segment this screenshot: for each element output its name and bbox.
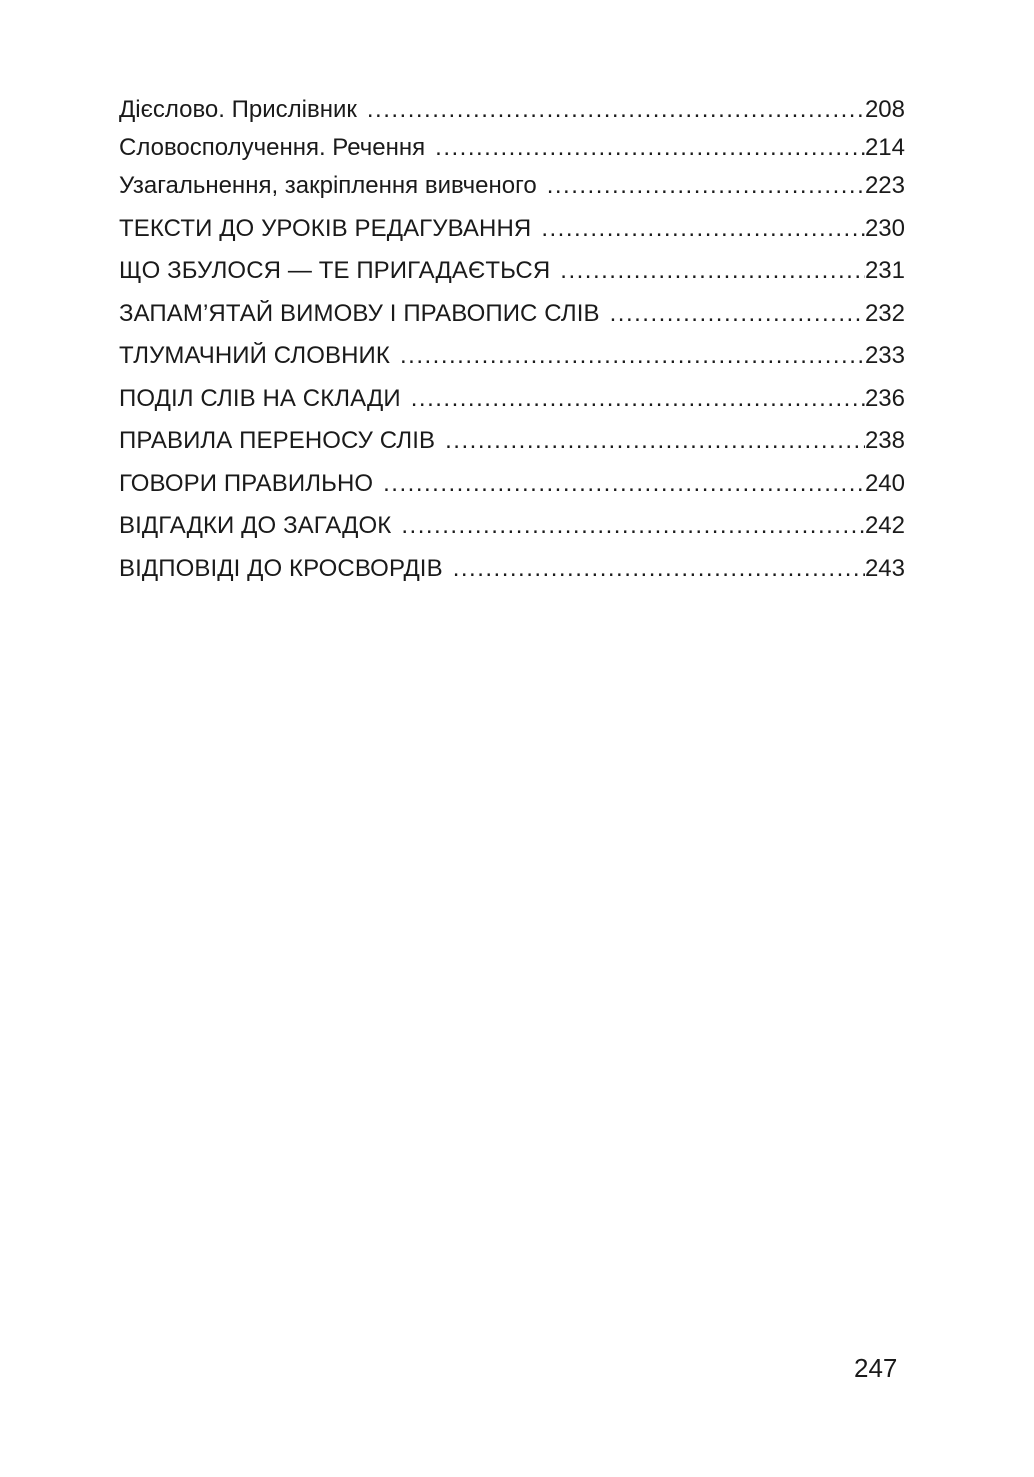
toc-entry-page: 233	[864, 342, 905, 369]
toc-entry-title: ТЕКСТИ ДО УРОКІВ РЕДАГУВАННЯ	[119, 214, 532, 242]
toc-leader-dots	[400, 342, 865, 370]
toc-leader-dots	[541, 215, 865, 243]
toc-entry-title: ЗАПАМ’ЯТАЙ ВИМОВУ І ПРАВОПИС СЛІВ	[119, 299, 600, 327]
toc-entry-page: 242	[864, 512, 905, 539]
toc-entry	[119, 134, 905, 172]
toc-entry-page: 230	[864, 214, 905, 242]
toc-entry	[119, 385, 905, 428]
toc-entry-title: ПРАВИЛА ПЕРЕНОСУ СЛІВ	[119, 427, 436, 454]
toc-entry-title: ВІДПОВІДІ ДО КРОСВОРДІВ	[119, 554, 443, 582]
toc-entry-page: 240	[864, 469, 905, 497]
toc-leader-dots	[383, 470, 865, 498]
toc-entry	[119, 96, 905, 134]
toc-entry	[119, 512, 905, 555]
toc-entry	[119, 257, 905, 300]
toc-entry-page: 232	[864, 299, 905, 327]
toc-entry-title: ГОВОРИ ПРАВИЛЬНО	[119, 469, 374, 497]
toc-entry-title: ТЛУМАЧНИЙ СЛОВНИК	[119, 342, 390, 369]
toc-leader-dots	[560, 257, 865, 285]
toc-entry-title: ПОДІЛ СЛІВ НА СКЛАДИ	[119, 384, 401, 412]
toc-entry-title: Дієслово. Прислівник	[119, 96, 357, 123]
toc-entry	[119, 215, 905, 258]
toc-leader-dots	[445, 427, 865, 455]
toc-entry-page: 243	[864, 554, 905, 582]
toc-entry-page: 208	[864, 96, 905, 123]
toc-entry-page: 236	[864, 384, 905, 412]
toc-leader-dots	[411, 385, 865, 413]
toc-entry	[119, 470, 905, 513]
toc-entry	[119, 427, 905, 470]
toc-entry-page: 231	[864, 257, 905, 284]
toc-entry	[119, 342, 905, 385]
toc-entry-title: Словосполучення. Речення	[119, 134, 426, 161]
toc-entry-title: Узагальнення, закріплення вивченого	[119, 172, 537, 199]
toc-leader-dots	[453, 555, 865, 583]
toc-entry	[119, 300, 905, 343]
toc-leader-dots	[367, 96, 865, 124]
toc-leader-dots	[610, 300, 865, 328]
toc-entry	[119, 555, 905, 598]
toc-leader-dots	[547, 172, 865, 200]
toc-entry-page: 223	[864, 172, 905, 199]
toc-entry	[119, 172, 905, 215]
toc-entry-page: 238	[864, 427, 905, 454]
table-of-contents	[119, 96, 905, 597]
toc-entry-title: ЩО ЗБУЛОСЯ — ТЕ ПРИГАДАЄТЬСЯ	[119, 257, 551, 284]
toc-entry-page: 214	[864, 134, 905, 161]
toc-leader-dots	[435, 134, 865, 162]
page-number: 247	[854, 1353, 898, 1383]
toc-entry-title: ВІДГАДКИ ДО ЗАГАДОК	[119, 512, 392, 539]
toc-leader-dots	[401, 512, 865, 540]
